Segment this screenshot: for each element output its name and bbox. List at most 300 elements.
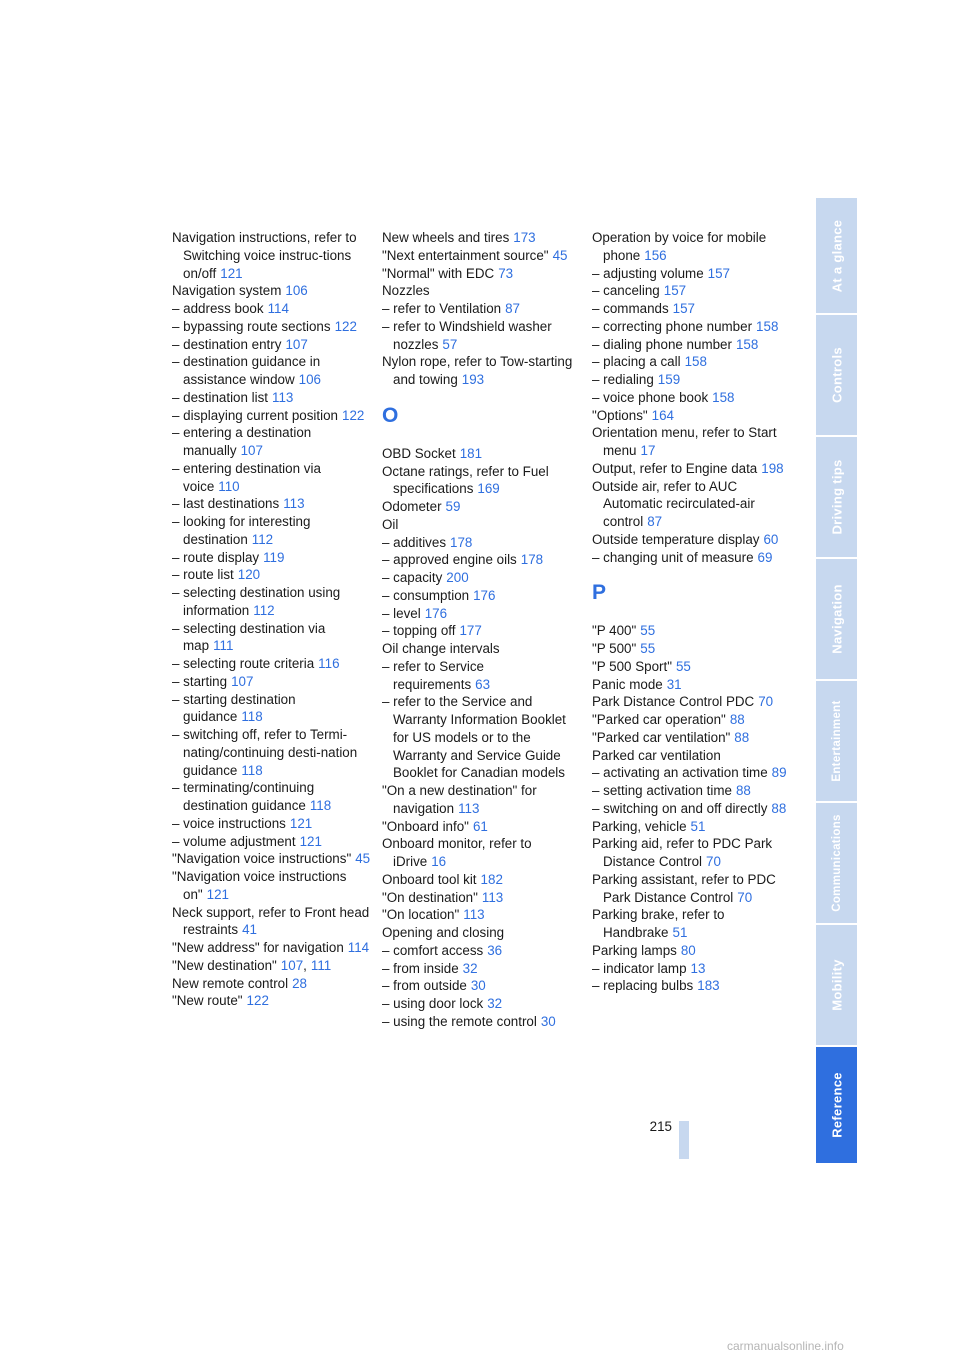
page-reference-link[interactable]: 88 (771, 800, 787, 816)
index-entry (382, 282, 582, 300)
index-entry (592, 282, 792, 300)
index-entry (592, 407, 792, 425)
page-reference-link[interactable]: 121 (289, 815, 313, 831)
page-reference-link[interactable]: 55 (675, 658, 691, 674)
index-entry-text: Navigation instructions, refer to Switching voice instruc-tions on/off (172, 230, 357, 281)
index-entry (382, 318, 582, 354)
index-entry-text: Parked car ventilation (592, 747, 721, 763)
index-entry (382, 300, 582, 318)
index-entry (172, 460, 372, 496)
index-entry (172, 850, 372, 868)
page-reference-link[interactable]: 113 (458, 800, 480, 816)
index-entry (172, 424, 372, 460)
index-entry (382, 551, 582, 569)
page-reference-link[interactable]: 158 (735, 336, 759, 352)
index-entry (592, 460, 792, 478)
index-entry-text: Nylon rope, refer to Tow-starting and towing (382, 354, 573, 387)
index-entry (172, 620, 372, 656)
index-entry-text: – selecting route criteria (172, 656, 315, 671)
tab-label: Entertainment (830, 700, 843, 782)
index-entry-text: Parking lamps (592, 942, 677, 958)
index-entry-text: – refer to Windshield washer nozzles (382, 318, 552, 352)
index-entry (592, 371, 792, 389)
index-entry (172, 495, 372, 513)
index-entry-text: – capacity (382, 570, 443, 585)
index-entry-text: – destination guidance in assistance window (172, 354, 321, 387)
index-entry (382, 995, 582, 1013)
index-entry-text: "On a new destination" for navigation (382, 783, 537, 816)
index-entry-text: "Next entertainment source" (382, 247, 549, 263)
index-entry-text: Oil change intervals (382, 641, 500, 656)
index-entry-text: – bypassing route sections (172, 318, 331, 334)
page-reference-link[interactable]: 122 (334, 318, 357, 334)
index-entry-text: Parking assistant, refer to PDC Park Distance Control (592, 871, 776, 905)
index-entry-text: Octane ratings, refer to Fuel specifications (382, 463, 549, 497)
index-entry-text: – approved engine oils (382, 552, 517, 568)
index-entry-text: – destination list (172, 389, 269, 405)
page-reference-link[interactable]: 159 (657, 372, 681, 387)
page-reference-link[interactable]: 116 (318, 656, 340, 671)
page-reference-link[interactable]: 70 (737, 889, 753, 905)
page-reference-link[interactable]: 112 (251, 531, 274, 547)
index-entry (172, 992, 372, 1010)
index-entry (382, 924, 582, 942)
page-reference-link[interactable]: 80 (680, 942, 696, 958)
page-reference-link[interactable]: 120 (237, 567, 261, 583)
tab-label: Controls (829, 347, 844, 403)
page-reference-link[interactable]: 60 (763, 531, 779, 547)
index-entry (172, 691, 372, 727)
page-reference-link[interactable]: 113 (481, 889, 504, 905)
page-reference-link[interactable]: 122 (246, 993, 269, 1009)
index-entry-text: Navigation system (172, 283, 282, 299)
page-reference-link[interactable]: 157 (663, 283, 687, 299)
page-reference-link[interactable]: 111 (213, 638, 234, 654)
page-reference-link[interactable]: 193 (461, 372, 485, 387)
index-entry-text: – indicator lamp (592, 960, 687, 976)
page-reference-link[interactable]: 17 (640, 443, 656, 458)
page-reference-link[interactable]: 114 (267, 301, 289, 316)
page-reference-link[interactable]: 107 (240, 443, 263, 458)
page-reference-link[interactable]: 107 (231, 673, 254, 689)
page-reference-link[interactable]: 51 (672, 925, 688, 940)
page-number: 215 (649, 1119, 672, 1134)
index-entry (382, 1013, 582, 1031)
index-entry (172, 282, 372, 300)
index-entry-text: Output, refer to Engine data (592, 460, 758, 476)
index-entry-text: "On destination" (382, 889, 478, 905)
index-entry (172, 584, 372, 620)
page-reference-link[interactable]: 113 (463, 907, 485, 923)
index-entry (592, 622, 792, 640)
index-entry-text: – looking for interesting destination (172, 514, 311, 547)
page-reference-link[interactable]: 118 (309, 798, 332, 813)
index-entry-text: "New destination" (172, 957, 277, 973)
page-ref-separator: , (303, 957, 307, 973)
index-entry (592, 906, 792, 942)
page-reference-link[interactable]: 45 (355, 851, 371, 867)
index-entry (382, 942, 582, 960)
page-reference-link[interactable]: 200 (446, 570, 469, 585)
index-entry (382, 229, 582, 247)
index-entry-text: – adjusting volume (592, 265, 704, 281)
watermark: carmanualsonline.info (727, 1339, 844, 1353)
index-entry-text: – address book (172, 301, 264, 316)
page-reference-link[interactable]: 61 (472, 818, 488, 834)
page-reference-link[interactable]: 183 (697, 978, 720, 994)
index-entry (172, 815, 372, 833)
page-reference-link[interactable]: 89 (771, 765, 787, 781)
page-reference-link[interactable]: 111 (310, 957, 332, 973)
page-reference-link[interactable]: 110 (218, 478, 240, 494)
page-reference-link[interactable]: 73 (498, 265, 514, 281)
index-entry (592, 353, 792, 371)
tab-controls[interactable] (816, 315, 857, 435)
page-reference-link[interactable]: 121 (206, 886, 229, 902)
tab-communications[interactable] (816, 803, 857, 923)
page-reference-link[interactable]: 57 (442, 336, 458, 352)
index-entry (172, 655, 372, 673)
index-entry (382, 871, 582, 889)
page-reference-link[interactable]: 198 (761, 460, 784, 476)
index-entry-text: "Navigation voice instructions" (172, 851, 352, 867)
index-entry (592, 424, 792, 460)
index-entry-text: Onboard monitor, refer to iDrive (382, 836, 532, 869)
index-entry-text: – route list (172, 567, 234, 583)
index-entry-text: New wheels and tires (382, 230, 510, 245)
page-reference-link[interactable]: 176 (473, 587, 496, 603)
index-entry-text: – entering destination via voice (172, 460, 321, 494)
index-entry (172, 407, 372, 425)
page-reference-link[interactable]: 32 (462, 960, 478, 976)
page-reference-link[interactable]: 113 (283, 496, 305, 512)
index-entry-text: New remote control (172, 975, 289, 991)
index-entry (382, 906, 582, 924)
page-reference-link[interactable]: 87 (505, 301, 521, 316)
index-column-3 (592, 229, 792, 995)
index-entry (172, 726, 372, 779)
tab-label: At a glance (829, 219, 844, 292)
index-entry-text: – correcting phone number (592, 318, 753, 334)
index-entry (172, 975, 372, 993)
index-entry-text: Opening and closing (382, 925, 505, 940)
page-reference-link[interactable]: 51 (690, 818, 706, 834)
page-reference-link[interactable]: 181 (459, 445, 483, 461)
index-entry-text: – canceling (592, 283, 660, 299)
index-entry-text: Oil (382, 516, 399, 532)
page-reference-link[interactable]: 70 (706, 854, 721, 869)
index-entry-text: – starting (172, 673, 228, 689)
index-entry-text: – selecting destination via map (172, 620, 326, 654)
page-reference-link[interactable]: 122 (342, 407, 365, 423)
index-entry-text: "Navigation voice instructions on" (172, 869, 347, 902)
page-reference-link[interactable]: 114 (347, 940, 370, 955)
index-entry (382, 835, 582, 871)
index-entry (592, 942, 792, 960)
page-reference-link[interactable]: 106 (285, 283, 308, 299)
tab-label: Reference (829, 1072, 844, 1138)
tab-entertainment[interactable] (816, 681, 857, 801)
tab-label: Communications (830, 814, 843, 912)
page-reference-link[interactable]: 41 (242, 922, 257, 938)
page-reference-link[interactable]: 107 (285, 336, 308, 352)
index-entry-text: – replacing bulbs (592, 978, 694, 994)
index-entry-text: "P 500 Sport" (592, 658, 672, 674)
tab-reference[interactable] (816, 1047, 857, 1163)
index-entry (592, 549, 792, 567)
page-reference-link[interactable]: 169 (477, 481, 500, 497)
page-reference-link[interactable]: 16 (431, 854, 447, 869)
index-entry-text: – terminating/continuing destination guidance (172, 780, 315, 813)
index-entry (592, 711, 792, 729)
page-reference-link[interactable]: 158 (712, 389, 735, 405)
page-reference-link[interactable]: 158 (756, 318, 779, 334)
index-entry (172, 549, 372, 567)
index-entry-text: "P 500" (592, 641, 637, 656)
index-entry (592, 658, 792, 676)
index-entry-text: "Onboard info" (382, 818, 469, 834)
index-entry (172, 229, 372, 282)
index-entry (382, 889, 582, 907)
index-entry-text: – switching off, refer to Termi-nating/continuing desti-nation guidance (172, 727, 358, 778)
tab-at-a-glance[interactable] (816, 198, 857, 313)
page-reference-link[interactable]: 55 (640, 623, 656, 639)
index-entry (592, 300, 792, 318)
page-reference-link[interactable]: 30 (540, 1013, 556, 1029)
index-entry-text: Operation by voice for mobile phone (592, 230, 767, 263)
index-entry-text: OBD Socket (382, 445, 456, 461)
index-entry (172, 957, 372, 975)
index-entry (172, 779, 372, 815)
index-entry (172, 673, 372, 691)
page-reference-link[interactable]: 88 (734, 729, 750, 745)
page-reference-link[interactable]: 28 (292, 975, 308, 991)
tab-navigation[interactable] (816, 559, 857, 679)
index-entry-text: – starting destination guidance (172, 691, 296, 725)
index-entry (382, 247, 582, 265)
index-entry (592, 818, 792, 836)
page-reference-link[interactable]: 156 (644, 247, 667, 263)
page-reference-link[interactable]: 176 (424, 605, 448, 621)
index-entry (592, 977, 792, 995)
page-reference-link[interactable]: 118 (241, 762, 263, 778)
index-entry-text: – topping off (382, 623, 456, 639)
index-entry-text: – consumption (382, 587, 470, 603)
page-reference-link[interactable]: 177 (459, 623, 482, 639)
index-entry (592, 729, 792, 747)
index-entry-text: – voice instructions (172, 815, 286, 831)
tab-label: Mobility (829, 959, 844, 1011)
index-entry-text: "Options" (592, 407, 648, 423)
index-entry (592, 960, 792, 978)
page-reference-link[interactable]: 121 (220, 265, 243, 281)
index-entry-text: – volume adjustment (172, 833, 296, 849)
page-reference-link[interactable]: 178 (450, 534, 473, 550)
index-entry (592, 336, 792, 354)
index-entry (172, 336, 372, 354)
index-entry-text: – using the remote control (382, 1013, 537, 1029)
index-entry-text: "Parked car ventilation" (592, 729, 731, 745)
index-entry-text: – route display (172, 549, 260, 565)
index-entry-text: Parking, vehicle (592, 818, 687, 834)
page-reference-link[interactable]: 157 (672, 301, 695, 316)
index-entry (382, 445, 582, 463)
index-entry (172, 904, 372, 940)
index-entry-text: "New route" (172, 993, 243, 1009)
index-entry (172, 389, 372, 407)
index-entry-text: – additives (382, 534, 447, 550)
page-reference-link[interactable]: 36 (487, 942, 503, 958)
page-reference-link[interactable]: 158 (684, 354, 707, 370)
index-entry (382, 622, 582, 640)
index-entry (382, 818, 582, 836)
index-entry-text: "P 400" (592, 623, 637, 639)
index-entry (592, 229, 792, 265)
index-entry (382, 658, 582, 694)
page-reference-link[interactable]: 88 (735, 783, 751, 798)
index-entry (172, 833, 372, 851)
index-entry-text: Odometer (382, 499, 442, 514)
index-entry (592, 764, 792, 782)
index-entry (172, 353, 372, 389)
page-reference-link[interactable]: 63 (475, 676, 491, 692)
index-entry-text: – level (382, 605, 421, 621)
page-reference-link[interactable]: 164 (651, 407, 674, 423)
index-entry (592, 265, 792, 283)
index-letter-heading: O (382, 403, 399, 427)
index-entry-text: – commands (592, 301, 669, 316)
index-entry (592, 782, 792, 800)
index-entry-text: – entering a destination manually (172, 425, 312, 458)
index-entry (592, 676, 792, 694)
index-entry-text: – refer to the Service and Warranty Information Booklet for US models or to the Warranty and Service Guide Booklet for Canadian models (382, 694, 566, 781)
page-reference-link[interactable]: 182 (480, 871, 503, 887)
page-reference-link[interactable]: 69 (757, 549, 773, 565)
tab-label: Driving tips (829, 459, 844, 535)
index-entry-text: – from outside (382, 978, 467, 994)
index-entry (592, 871, 792, 907)
page-reference-link[interactable]: 121 (299, 833, 322, 849)
index-entry-text: – refer to Ventilation (382, 301, 502, 316)
index-column-2 (382, 229, 582, 1031)
index-entry-text: Panic mode (592, 676, 663, 692)
index-entry-text: – voice phone book (592, 389, 709, 405)
index-entry-text: – setting activation time (592, 783, 732, 798)
page-reference-link[interactable]: 87 (647, 514, 663, 529)
index-entry-text: – switching on and off directly (592, 800, 768, 816)
index-entry-text: Orientation menu, refer to Start menu (592, 425, 777, 458)
page-reference-link[interactable]: 178 (520, 552, 544, 568)
index-entry (592, 318, 792, 336)
page-reference-link[interactable]: 59 (445, 499, 461, 514)
index-entry (592, 693, 792, 711)
index-entry-text: Parking aid, refer to PDC Park Distance Control (592, 836, 773, 869)
index-entry (382, 534, 582, 552)
index-entry (172, 939, 372, 957)
index-entry (172, 300, 372, 318)
index-entry (172, 318, 372, 336)
index-entry (382, 463, 582, 499)
index-entry (172, 513, 372, 549)
index-entry (382, 605, 582, 623)
index-entry-text: – redialing (592, 372, 654, 387)
page-reference-link[interactable]: 113 (272, 389, 294, 405)
tab-mobility[interactable] (816, 925, 857, 1045)
index-entry-text: Nozzles (382, 283, 430, 299)
tab-driving-tips[interactable] (816, 437, 857, 557)
index-entry (382, 640, 582, 658)
page-reference-link[interactable]: 70 (758, 694, 774, 710)
page-reference-link[interactable]: 173 (513, 230, 536, 245)
index-entry (382, 265, 582, 283)
index-entry-text: – displaying current position (172, 407, 338, 423)
page-reference-link[interactable]: 13 (690, 960, 706, 976)
index-entry (592, 747, 792, 765)
index-column-1 (172, 229, 372, 1010)
page-reference-link[interactable]: 88 (729, 712, 745, 727)
page-reference-link[interactable]: 157 (707, 265, 730, 281)
index-entry-text: – selecting destination using information (172, 585, 341, 618)
page-reference-link[interactable]: 45 (552, 247, 568, 263)
index-entry (592, 640, 792, 658)
index-entry-text: – last destinations (172, 496, 280, 512)
page-reference-link[interactable]: 30 (470, 978, 486, 994)
index-entry-text: "On location" (382, 907, 460, 923)
index-entry-text: – refer to Service requirements (382, 658, 484, 692)
index-entry (592, 478, 792, 531)
index-letter-heading: P (592, 581, 607, 605)
index-entry (382, 782, 582, 818)
section-tabs (816, 198, 857, 1165)
index-entry-text: Park Distance Control PDC (592, 694, 755, 710)
page-reference-link[interactable]: 55 (640, 641, 656, 656)
index-entry-text: Outside temperature display (592, 531, 760, 547)
index-entry (382, 516, 582, 534)
index-entry (382, 693, 582, 782)
index-entry (592, 800, 792, 818)
index-entry (382, 569, 582, 587)
index-entry-text: "Normal" with EDC (382, 265, 495, 281)
index-entry-text: Neck support, refer to Front head restraints (172, 904, 370, 938)
page-reference-link[interactable]: 106 (298, 372, 321, 387)
index-entry (592, 531, 792, 549)
page-number-bar (679, 1121, 689, 1159)
page-reference-link[interactable]: 32 (487, 996, 503, 1011)
index-entry (592, 835, 792, 871)
page-reference-link[interactable]: 118 (241, 709, 263, 725)
index-entry-text: – changing unit of measure (592, 549, 754, 565)
page-reference-link[interactable]: 112 (253, 602, 275, 618)
index-entry-text: "New address" for navigation (172, 940, 344, 955)
page-reference-link[interactable]: 31 (666, 676, 682, 692)
page-reference-link[interactable]: 107 (280, 957, 304, 973)
index-entry-text: – comfort access (382, 942, 484, 958)
page-reference-link[interactable]: 119 (263, 549, 285, 565)
index-entry (592, 389, 792, 407)
index-entry-text: – destination entry (172, 336, 282, 352)
index-entry (382, 587, 582, 605)
index-entry-text: – dialing phone number (592, 336, 732, 352)
index-entry (172, 868, 372, 904)
index-entry-text: Onboard tool kit (382, 871, 477, 887)
index-entry (382, 977, 582, 995)
index-entry-text: Outside air, refer to AUC Automatic recirculated-air control (592, 478, 755, 529)
tab-label: Navigation (829, 584, 844, 654)
index-entry-text: Parking brake, refer to Handbrake (592, 907, 725, 940)
index-entry (172, 566, 372, 584)
index-entry-text: – activating an activation time (592, 765, 768, 781)
index-entry (382, 498, 582, 516)
